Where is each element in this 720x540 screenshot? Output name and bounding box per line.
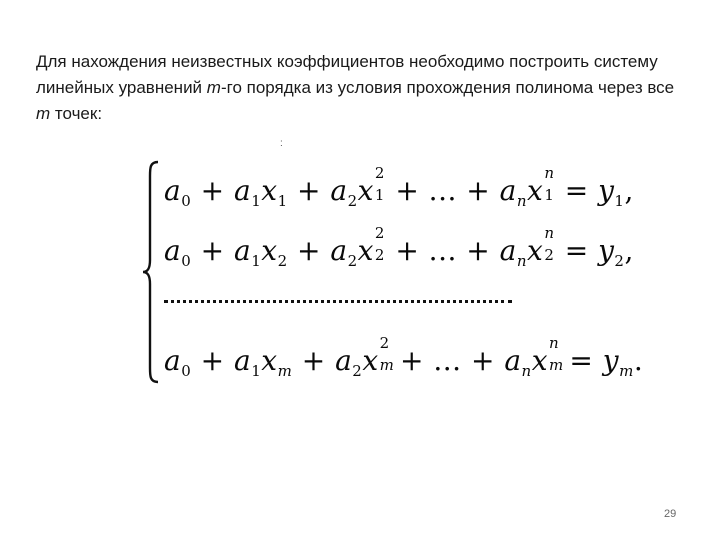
page-number: 29 — [664, 508, 677, 520]
intro-text-1: Для нахождения неизвестных коэффициентов необходимо построить систему линейных уравнений — [36, 52, 658, 97]
intro-var-m-2: m — [36, 104, 51, 123]
intro-paragraph — [36, 49, 676, 127]
dotted-line — [164, 294, 512, 303]
equation-system — [140, 160, 644, 390]
equation-1: $a_0 + a_1x_1 + a_2x$ 2 1 + ... + $a_nx$ n 1 = $y_1$, — [164, 164, 634, 210]
intro-text-3: точек: — [50, 104, 103, 123]
equation-2: $a_0 + a_1x_2 + a_2x$ 2 2 + ... + $a_nx$ n 2 = $y_2$, — [164, 224, 634, 270]
equation-m: $a_0 + a_1x_m + a_2x$ 2 m + ... + $a_nx$ n m = $y_m$. — [164, 334, 644, 380]
stray-mark: : — [280, 138, 283, 149]
intro-var-m-1: m — [206, 78, 221, 97]
left-brace — [140, 160, 162, 385]
intro-text-2: -го порядка из условия прохождения полинома через все — [220, 78, 675, 97]
